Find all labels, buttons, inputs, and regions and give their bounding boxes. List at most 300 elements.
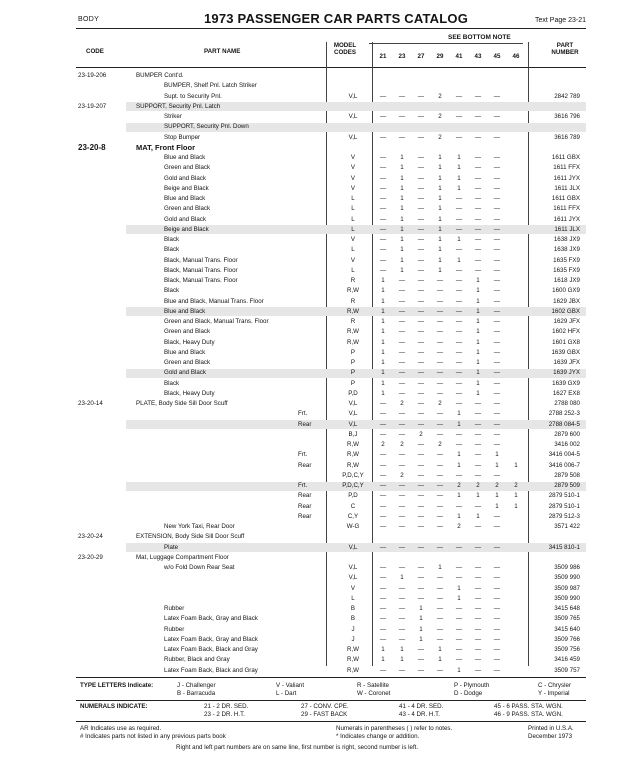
row-quantity: 1: [457, 236, 461, 243]
row-quantity: 1: [438, 236, 442, 243]
row-quantity: —: [474, 430, 482, 438]
row-quantity: 1: [438, 564, 442, 571]
row-model-code: W-G: [346, 523, 360, 530]
row-quantity: —: [436, 297, 444, 305]
row-quantity: —: [493, 266, 501, 274]
row-description: Green and Black: [164, 164, 211, 172]
row-quantity: —: [474, 236, 482, 243]
row-quantity: 1: [476, 512, 480, 520]
row-quantity: —: [474, 410, 482, 418]
part-number-column-header: [548, 42, 582, 56]
note-asterisk: * Indicates change or addition.: [336, 733, 420, 740]
footer-note: Right and left part numbers are on same line, first number is right, second number is left.: [176, 744, 419, 751]
row-model-code: V: [350, 236, 356, 243]
row-quantity: 1: [400, 225, 404, 233]
row-quantity: —: [379, 584, 387, 592]
row-quantity: —: [379, 215, 387, 223]
row-description: Blue and Black, Manual Trans. Floor: [164, 297, 264, 305]
table-row: [76, 532, 586, 542]
row-quantity: —: [379, 420, 387, 428]
row-model-code: L: [351, 594, 355, 602]
row-quantity: —: [398, 133, 406, 141]
row-model-code: B,J: [348, 430, 358, 438]
row-quantity: 1: [381, 379, 385, 387]
row-quantity: —: [455, 225, 463, 233]
row-description: Gold and Black: [164, 215, 206, 223]
table-row: [76, 204, 586, 214]
row-quantity: —: [455, 471, 463, 479]
row-part-number: 3509 990: [554, 574, 580, 582]
row-part-number: 1638 JX9: [553, 236, 580, 243]
row-quantity: —: [379, 225, 387, 233]
row-quantity: 1: [476, 307, 480, 315]
row-description: Green and Black: [164, 359, 211, 366]
row-part-number: 3509 756: [554, 646, 580, 653]
row-quantity: —: [493, 369, 501, 377]
row-quantity: —: [417, 359, 425, 366]
row-quantity: —: [379, 113, 387, 120]
row-part-number: 1611 JLX: [554, 225, 580, 233]
row-quantity: —: [417, 92, 425, 100]
row-part-number: 1611 GBX: [551, 154, 580, 161]
type-letter-c: C - Chrysler: [538, 682, 572, 689]
row-quantity: —: [417, 482, 425, 489]
row-quantity: —: [379, 492, 387, 500]
row-part-number: 3509 757: [554, 666, 580, 674]
row-code: 23-19-207: [78, 102, 107, 110]
row-quantity: —: [398, 482, 406, 489]
row-quantity: 1: [457, 410, 461, 418]
row-model-code: V: [350, 154, 356, 161]
row-quantity: 1: [381, 656, 385, 664]
part-number-line2: NUMBER: [551, 49, 579, 56]
row-description: Blue and Black: [164, 195, 206, 202]
row-quantity: —: [398, 277, 406, 284]
body-type-45: 45: [493, 53, 501, 60]
row-quantity: —: [455, 195, 463, 202]
row-quantity: —: [474, 615, 482, 623]
table-row: [76, 655, 586, 665]
row-quantity: —: [493, 297, 501, 305]
table-row: [76, 235, 586, 245]
row-model-code: L: [351, 195, 355, 202]
row-model-code: R: [350, 318, 356, 325]
row-model-code: R,W: [346, 666, 360, 674]
row-quantity: —: [398, 338, 406, 346]
row-quantity: —: [398, 523, 406, 530]
row-quantity: —: [493, 133, 501, 141]
table-row: [76, 409, 586, 419]
row-quantity: 1: [476, 379, 480, 387]
table-row: [76, 645, 586, 655]
row-quantity: 1: [381, 277, 385, 284]
row-model-code: L: [351, 205, 355, 213]
row-quantity: —: [417, 646, 425, 653]
row-quantity: —: [417, 297, 425, 305]
printed-in: Printed in U.S.A.: [528, 725, 574, 732]
row-quantity: 2: [400, 441, 404, 448]
row-quantity: —: [455, 502, 463, 510]
row-description: Latex Foam Back, Gray and Black: [164, 635, 258, 643]
row-quantity: 2: [400, 400, 404, 407]
row-description: Stop Bumper: [164, 133, 201, 141]
table-row: [76, 71, 586, 81]
row-part-number: 1639 GX9: [552, 379, 580, 387]
row-description: Latex Foam Back, Gray and Black: [164, 615, 258, 623]
row-quantity: —: [474, 441, 482, 448]
table-row: [76, 266, 586, 276]
catalog-page: [76, 11, 586, 751]
row-quantity: —: [379, 195, 387, 202]
row-quantity: —: [379, 635, 387, 643]
table-row: [76, 348, 586, 358]
row-quantity: —: [436, 287, 444, 295]
row-quantity: —: [474, 246, 482, 254]
row-part-number: 1639 JFX: [553, 359, 580, 366]
row-model-code: P,D,C,Y: [342, 471, 364, 479]
row-quantity: —: [474, 461, 482, 469]
row-quantity: —: [474, 154, 482, 161]
row-quantity: —: [474, 635, 482, 643]
row-quantity: —: [493, 471, 501, 479]
row-quantity: 1: [381, 307, 385, 315]
row-part-number: 3415 640: [554, 625, 580, 633]
row-model-code: P: [350, 348, 356, 356]
row-part-number: 1629 JBX: [553, 297, 580, 305]
row-description: w/o Fold Down Rear Seat: [164, 564, 235, 571]
table-row: [76, 215, 586, 225]
row-quantity: —: [417, 266, 425, 274]
table-row: [76, 297, 586, 307]
row-quantity: —: [436, 605, 444, 612]
type-letter-r: R - Satellite: [357, 682, 389, 689]
row-quantity: —: [474, 184, 482, 192]
table-row: [76, 553, 586, 563]
row-quantity: —: [398, 594, 406, 602]
table-row: [76, 522, 586, 532]
table-row: [76, 573, 586, 583]
row-quantity: —: [379, 451, 387, 459]
row-model-code: V,L: [348, 543, 358, 551]
table-row: [76, 461, 586, 471]
row-quantity: —: [474, 584, 482, 592]
row-description: Latex Foam Back, Black and Gray: [164, 666, 258, 674]
row-quantity: —: [379, 502, 387, 510]
row-quantity: —: [474, 195, 482, 202]
table-row: [76, 133, 586, 143]
row-part-number: 1602 GBX: [551, 307, 580, 315]
row-quantity: —: [455, 441, 463, 448]
row-quantity: —: [455, 205, 463, 213]
row-quantity: 1: [476, 338, 480, 346]
row-quantity: —: [493, 430, 501, 438]
page-header: [76, 12, 586, 28]
body-type-23: 23: [398, 53, 406, 60]
row-description: Black: [164, 246, 180, 254]
row-description: Beige and Black: [164, 184, 209, 192]
row-quantity: —: [398, 318, 406, 325]
table-row: [76, 143, 586, 153]
row-description: Blue and Black: [164, 348, 206, 356]
row-quantity: 1: [419, 605, 423, 612]
row-quantity: —: [493, 625, 501, 633]
row-quantity: —: [417, 379, 425, 387]
row-quantity: 1: [457, 666, 461, 674]
row-model-code: V: [350, 184, 356, 192]
row-model-code: R,W: [346, 338, 360, 346]
row-quantity: 1: [381, 297, 385, 305]
row-quantity: 1: [514, 492, 518, 500]
row-quantity: —: [417, 164, 425, 172]
row-description: Frt.: [298, 482, 308, 489]
row-part-number: 1635 FX9: [553, 256, 580, 264]
row-model-code: P: [350, 379, 356, 387]
row-quantity: 1: [438, 174, 442, 182]
row-quantity: —: [436, 471, 444, 479]
row-description: Black, Manual Trans. Floor: [164, 277, 238, 284]
row-quantity: 2: [438, 441, 442, 448]
row-quantity: —: [417, 184, 425, 192]
row-quantity: —: [493, 184, 501, 192]
row-quantity: —: [436, 512, 444, 520]
row-quantity: 2: [438, 133, 442, 141]
row-quantity: —: [455, 400, 463, 407]
row-quantity: —: [436, 666, 444, 674]
row-part-number: 2788 252-3: [548, 410, 580, 418]
row-quantity: 2: [419, 430, 423, 438]
row-quantity: —: [398, 307, 406, 315]
row-quantity: —: [436, 584, 444, 592]
row-quantity: —: [455, 564, 463, 571]
row-quantity: 1: [381, 318, 385, 325]
row-quantity: 1: [400, 256, 404, 264]
row-description: Gold and Black: [164, 369, 206, 377]
row-quantity: —: [398, 615, 406, 623]
row-model-code: C,Y: [347, 512, 359, 520]
row-quantity: —: [436, 277, 444, 284]
table-row: [76, 502, 586, 512]
table-row: [76, 399, 586, 409]
table-row: [76, 389, 586, 399]
table-row: [76, 225, 586, 235]
table-row: [76, 450, 586, 460]
type-letter-b: B - Barracuda: [177, 690, 216, 697]
row-code: 23-20-14: [78, 400, 103, 407]
row-quantity: —: [436, 543, 444, 551]
row-description: Black, Manual Trans. Floor: [164, 266, 238, 274]
row-quantity: —: [474, 543, 482, 551]
row-quantity: —: [455, 297, 463, 305]
row-quantity: —: [474, 113, 482, 120]
row-part-number: 3616 789: [554, 133, 580, 141]
row-quantity: 1: [457, 584, 461, 592]
row-quantity: 1: [476, 369, 480, 377]
see-bottom-note-header: SEE BOTTOM NOTE: [448, 34, 511, 41]
row-part-number: 3416 006-7: [548, 461, 580, 469]
row-quantity: —: [379, 605, 387, 612]
row-quantity: —: [436, 359, 444, 366]
row-quantity: —: [493, 307, 501, 315]
body-type-29: 29: [436, 53, 444, 60]
row-quantity: —: [493, 287, 501, 295]
row-model-code: B: [350, 605, 356, 612]
row-quantity: 1: [381, 369, 385, 377]
numeral-29: 29 - FAST BACK: [301, 711, 348, 718]
row-quantity: —: [417, 215, 425, 223]
row-quantity: —: [455, 338, 463, 346]
row-model-code: B: [350, 615, 356, 623]
row-quantity: —: [436, 379, 444, 387]
row-quantity: —: [417, 574, 425, 582]
row-model-code: R: [350, 297, 356, 305]
row-quantity: 1: [438, 195, 442, 202]
table-row: [76, 122, 586, 132]
row-quantity: 1: [495, 492, 499, 500]
table-row: [76, 184, 586, 194]
row-description: Black, Manual Trans. Floor: [164, 256, 238, 264]
table-row: [76, 563, 586, 573]
row-quantity: 1: [381, 287, 385, 295]
row-quantity: 1: [457, 174, 461, 182]
row-quantity: —: [474, 502, 482, 510]
table-row: [76, 286, 586, 296]
see-bottom-note-rule: [369, 43, 523, 44]
row-quantity: 1: [457, 461, 461, 469]
row-quantity: —: [493, 277, 501, 284]
row-quantity: 1: [381, 338, 385, 346]
row-model-code: V,L: [348, 113, 358, 120]
row-quantity: —: [398, 492, 406, 500]
row-quantity: —: [493, 379, 501, 387]
numeral-43: 43 - 4 DR. H.T.: [399, 711, 440, 718]
text-page-number: Text Page 23-21: [535, 17, 586, 24]
row-quantity: —: [379, 154, 387, 161]
body-type-43: 43: [474, 53, 482, 60]
model-codes-line2: CODES: [333, 49, 356, 56]
row-quantity: —: [493, 605, 501, 612]
row-quantity: —: [493, 389, 501, 397]
row-description: Black, Heavy Duty: [164, 338, 215, 346]
row-quantity: —: [379, 471, 387, 479]
row-part-number: 1629 JFX: [553, 318, 580, 325]
row-description: Rubber: [164, 625, 185, 633]
row-quantity: —: [417, 369, 425, 377]
row-quantity: —: [379, 164, 387, 172]
row-part-number: 1611 JYX: [553, 174, 580, 182]
row-quantity: —: [474, 205, 482, 213]
row-quantity: —: [417, 246, 425, 254]
table-row: [76, 256, 586, 266]
row-description: Black, Heavy Duty: [164, 389, 215, 397]
table-row: [76, 543, 586, 553]
row-quantity: —: [474, 225, 482, 233]
row-part-number: 2842 789: [554, 92, 580, 100]
row-quantity: 1: [381, 348, 385, 356]
row-quantity: —: [436, 574, 444, 582]
row-model-code: J: [351, 625, 355, 633]
column-headers: [76, 29, 586, 68]
row-part-number: 1611 FFX: [553, 205, 580, 213]
row-quantity: —: [455, 92, 463, 100]
row-quantity: —: [493, 164, 501, 172]
row-quantity: —: [417, 205, 425, 213]
table-row: [76, 307, 586, 317]
row-quantity: —: [493, 400, 501, 407]
row-part-number: 3416 002: [554, 441, 580, 448]
row-quantity: —: [417, 543, 425, 551]
row-quantity: —: [455, 266, 463, 274]
row-quantity: —: [474, 174, 482, 182]
table-row: [76, 368, 586, 378]
row-quantity: —: [398, 410, 406, 418]
table-row: [76, 491, 586, 501]
row-model-code: V: [350, 256, 356, 264]
row-quantity: —: [455, 318, 463, 325]
type-letters-label: TYPE LETTERS Indicate:: [80, 682, 154, 689]
row-quantity: —: [493, 584, 501, 592]
table-row: [76, 92, 586, 102]
row-description: Blue and Black: [164, 307, 206, 315]
row-quantity: 1: [400, 184, 404, 192]
type-letter-l: L - Dart: [276, 690, 297, 697]
row-quantity: —: [474, 594, 482, 602]
row-quantity: —: [455, 348, 463, 356]
row-model-code: V: [350, 164, 356, 172]
row-description: Gold and Black: [164, 174, 206, 182]
row-model-code: L: [351, 266, 355, 274]
body-type-27: 27: [417, 53, 425, 60]
type-letter-j: J - Challenger: [177, 682, 216, 689]
table-row: [76, 481, 586, 491]
row-model-code: R,W: [346, 328, 360, 336]
model-codes-line1: MODEL: [333, 42, 357, 49]
row-quantity: —: [455, 379, 463, 387]
row-quantity: —: [455, 635, 463, 643]
row-quantity: —: [417, 287, 425, 295]
row-quantity: —: [379, 543, 387, 551]
model-codes-column-header: [328, 42, 362, 56]
row-part-number: 3415 810-1: [548, 543, 580, 551]
row-model-code: P,D: [348, 389, 358, 397]
row-quantity: —: [417, 307, 425, 315]
row-quantity: —: [417, 594, 425, 602]
row-part-number: 3616 796: [554, 113, 580, 120]
row-part-number: 1638 JX9: [553, 246, 580, 254]
row-quantity: —: [474, 666, 482, 674]
row-part-number: 2879 512-3: [548, 512, 580, 520]
row-quantity: 1: [457, 420, 461, 428]
row-quantity: —: [417, 564, 425, 571]
row-quantity: —: [379, 400, 387, 407]
row-quantity: —: [436, 410, 444, 418]
row-quantity: —: [474, 133, 482, 141]
part-name-column-header: PART NAME: [204, 48, 241, 55]
table-row: [76, 625, 586, 635]
table-row: [76, 635, 586, 645]
row-part-number: 1602 HFX: [552, 328, 580, 336]
row-quantity: 1: [438, 154, 442, 161]
row-quantity: —: [379, 482, 387, 489]
row-quantity: —: [398, 635, 406, 643]
row-quantity: 1: [400, 154, 404, 161]
row-quantity: —: [417, 420, 425, 428]
row-model-code: R,W: [346, 656, 360, 664]
row-quantity: 1: [438, 215, 442, 223]
row-quantity: —: [436, 461, 444, 469]
row-quantity: 1: [438, 256, 442, 264]
row-quantity: —: [474, 400, 482, 407]
row-code: 23-20-8: [78, 142, 106, 152]
